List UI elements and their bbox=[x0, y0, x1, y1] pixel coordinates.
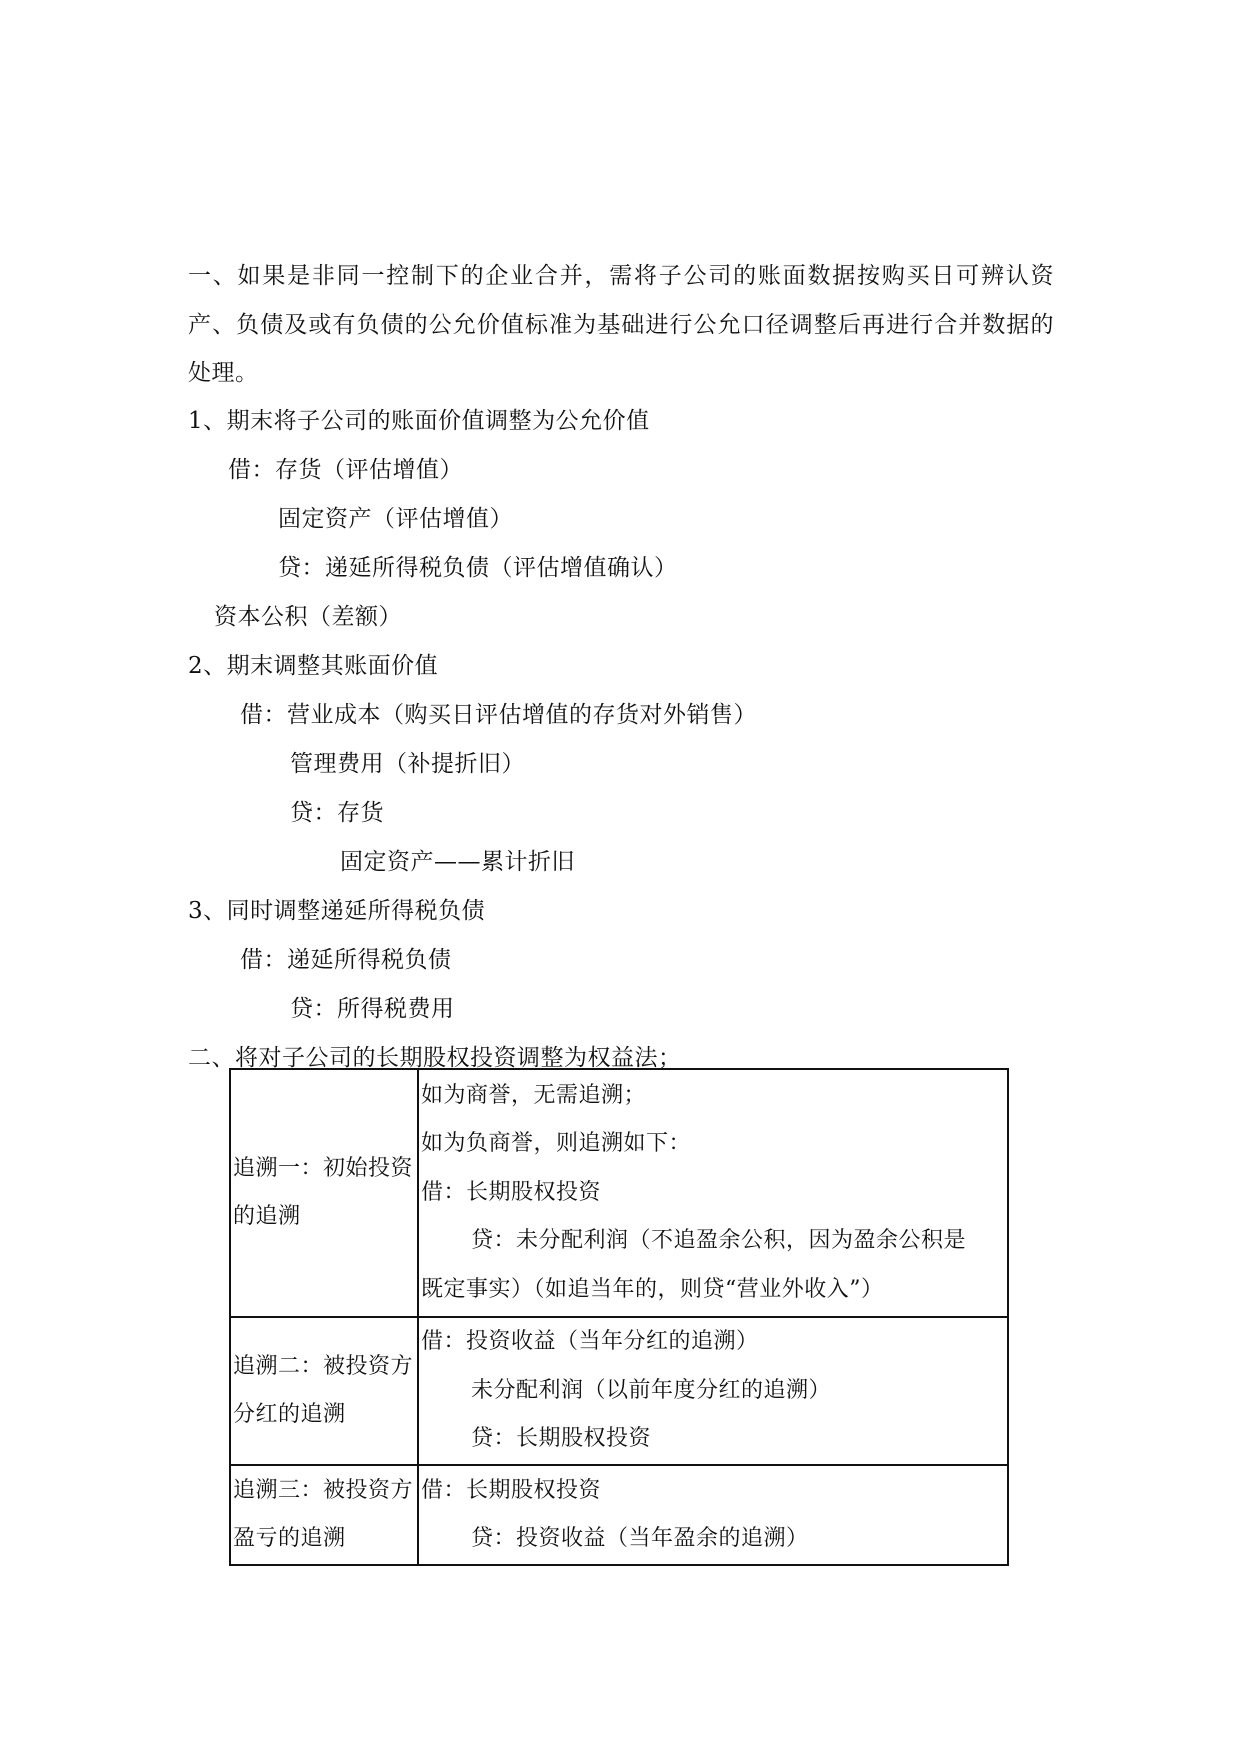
section1-line: 资本公积（差额） bbox=[214, 604, 402, 630]
section1-heading: 1、期末将子公司的账面价值调整为公允价值 bbox=[188, 408, 650, 434]
table-row-content bbox=[418, 1465, 1008, 1565]
section3-line: 贷：所得税费用 bbox=[290, 996, 455, 1022]
table-row-label: 追溯三：被投资方盈亏的追溯 bbox=[230, 1465, 418, 1565]
table-cell-line: 如为负商誉，则追溯如下： bbox=[421, 1131, 692, 1157]
section2-line: 借：营业成本（购买日评估增值的存货对外销售） bbox=[240, 702, 757, 728]
table-row-content bbox=[418, 1317, 1008, 1465]
table-cell-line: 借：投资收益（当年分红的追溯） bbox=[421, 1329, 759, 1355]
section3-line: 借：递延所得税负债 bbox=[240, 947, 452, 973]
intro-paragraph: 一、如果是非同一控制下的企业合并，需将子公司的账面数据按购买日可辨认资产、负债及或有负债的公允价值标准为基础进行公允口径调整后再进行合并数据的处理。 bbox=[188, 263, 1054, 386]
section1-line: 固定资产（评估增值） bbox=[278, 506, 513, 532]
table-row bbox=[230, 1465, 1008, 1565]
table-cell-line: 如为商誉，无需追溯； bbox=[421, 1082, 647, 1108]
table-cell-line: 既定事实）（如追当年的，则贷“营业外收入”） bbox=[421, 1276, 884, 1302]
section2-line: 管理费用（补提折旧） bbox=[290, 751, 525, 777]
section3-heading: 3、同时调整递延所得税负债 bbox=[188, 898, 486, 924]
section1-line: 贷：递延所得税负债（评估增值确认） bbox=[278, 555, 678, 581]
section2-line: 固定资产——累计折旧 bbox=[340, 849, 575, 875]
adjustment-table bbox=[229, 1068, 1009, 1566]
section2-line: 贷：存货 bbox=[290, 800, 384, 826]
table-cell-line: 贷：未分配利润（不追盈余公积，因为盈余公积是 bbox=[471, 1228, 967, 1254]
table-row bbox=[230, 1317, 1008, 1465]
table-row-label: 追溯一：初始投资的追溯 bbox=[230, 1069, 418, 1317]
table-row bbox=[230, 1069, 1008, 1317]
table-cell-line: 贷：投资收益（当年盈余的追溯） bbox=[471, 1526, 809, 1551]
section2-heading: 2、期末调整其账面价值 bbox=[188, 653, 439, 679]
part2-heading: 二、将对子公司的长期股权投资调整为权益法； bbox=[188, 1045, 682, 1071]
table-row-content bbox=[418, 1069, 1008, 1317]
table-row-label: 追溯二：被投资方分红的追溯 bbox=[230, 1317, 418, 1465]
table-cell-line: 贷：长期股权投资 bbox=[471, 1426, 652, 1452]
section1-line: 借：存货（评估增值） bbox=[228, 457, 463, 483]
table-cell-line: 借：长期股权投资 bbox=[421, 1477, 602, 1503]
table-cell-line: 未分配利润（以前年度分红的追溯） bbox=[471, 1377, 832, 1403]
table-cell-line: 借：长期股权投资 bbox=[421, 1179, 602, 1205]
